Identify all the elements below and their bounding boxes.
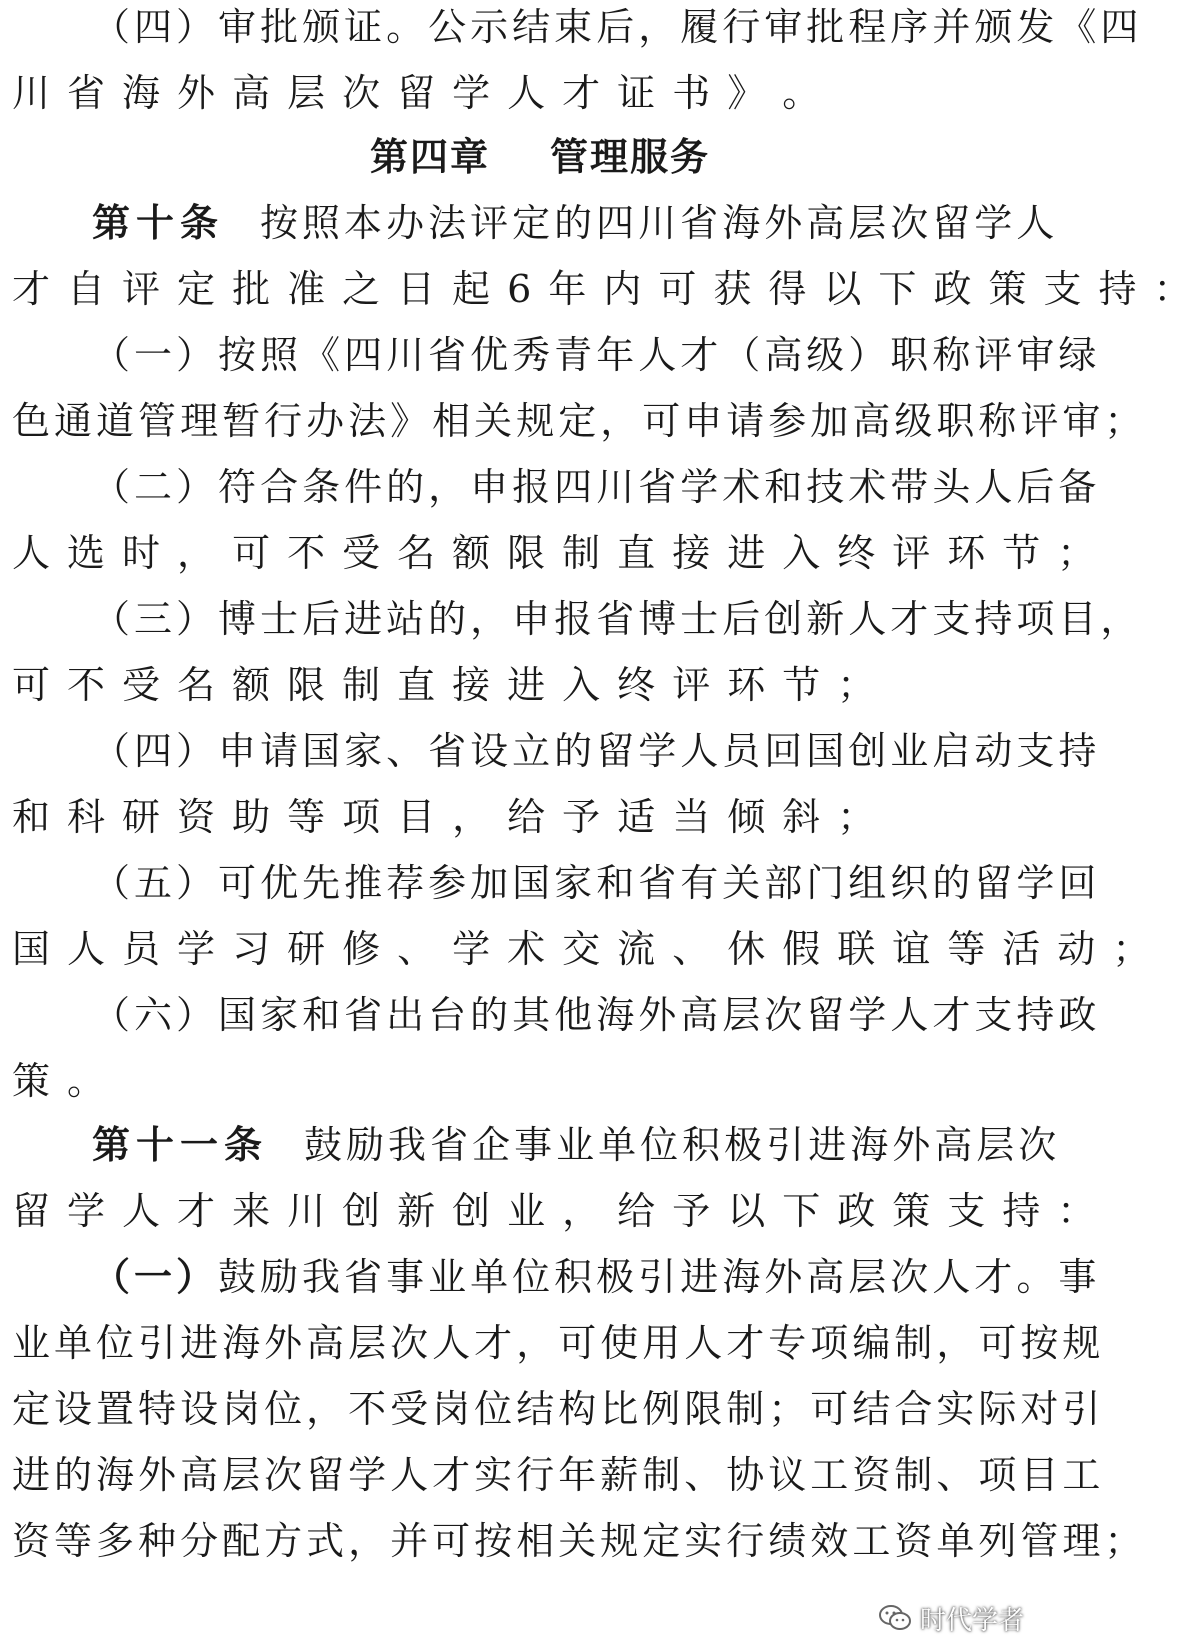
text-line: （ 五 ） 可 优 先 推 荐 参 加 国 家 和 省 有 关 部 门 组 织 的 留 学 回 [92, 861, 1101, 905]
text-line: （ 六 ） 国 家 和 省 出 台 的 其 他 海 外 高 层 次 留 学 人 才 支 持 政 [92, 993, 1101, 1037]
text-line: 第十一条 鼓 励 我 省 企 事 业 单 位 积 极 引 进 海 外 高 层 次 [92, 1123, 1061, 1167]
text-line: 人 选 时 ， 可 不 受 名 额 限 制 直 接 进 入 终 评 环 节 ； [12, 531, 1100, 575]
text-line: 留 学 人 才 来 川 创 新 创 业 ， 给 予 以 下 政 策 支 持 ： [12, 1189, 1100, 1233]
text-line: （ 四 ） 申 请 国 家 、 省 设 立 的 留 学 人 员 回 国 创 业 启 动 支 持 [92, 729, 1101, 773]
wechat-icon [878, 1603, 912, 1633]
text-line: 川 省 海 外 高 层 次 留 学 人 才 证 书 》 。 [12, 71, 825, 115]
chapter-title: 管理服务 [550, 135, 711, 179]
text-line: 第十条 按 照 本 办 法 评 定 的 四 川 省 海 外 高 层 次 留 学 人 [92, 201, 1059, 245]
text-line: 定 设 置 特 设 岗 位 ， 不 受 岗 位 结 构 比 例 限 制 ； 可 结 合 实 际 对 引 [12, 1387, 1105, 1431]
watermark-text: 时代学者 [920, 1605, 1025, 1636]
text-line: 才 自 评 定 批 准 之 日 起 6 年 内 可 获 得 以 下 政 策 支 持 ： [12, 267, 1196, 311]
text-line: （ 四 ） 审 批 颁 证 。 公 示 结 束 后 ， 履 行 审 批 程 序 并 颁 发 《 四 [92, 5, 1143, 49]
chapter-heading [0, 132, 1080, 182]
watermark [878, 1598, 1024, 1638]
text-line: 进 的 海 外 高 层 次 留 学 人 才 实 行 年 薪 制 、 协 议 工 资 制 、 项 目 工 [12, 1453, 1105, 1497]
chapter-number: 第四章 [369, 135, 490, 179]
text-line: 和 科 研 资 助 等 项 目 ， 给 予 适 当 倾 斜 ； [12, 795, 880, 839]
text-line: 业 单 位 引 进 海 外 高 层 次 人 才 ， 可 使 用 人 才 专 项 编 制 ， 可 按 规 [12, 1321, 1105, 1365]
text-line: （一） 鼓 励 我 省 事 业 单 位 积 极 引 进 海 外 高 层 次 人 才 。 事 [92, 1254, 1101, 1299]
text-line: 资 等 多 种 分 配 方 式 ， 并 可 按 相 关 规 定 实 行 绩 效 工 资 单 列 管 理 ； [12, 1519, 1147, 1563]
text-line: 国 人 员 学 习 研 修 、 学 术 交 流 、 休 假 联 谊 等 活 动 ； [12, 927, 1155, 971]
text-line: （ 一 ） 按 照 《 四 川 省 优 秀 青 年 人 才 （ 高 级 ） 职 称 评 审 绿 [92, 333, 1101, 377]
text-line: 色 通 道 管 理 暂 行 办 法 》 相 关 规 定 ， 可 申 请 参 加 高 级 职 称 评 审 ； [12, 399, 1147, 443]
text-line: 策 。 [12, 1059, 110, 1103]
text-line: 可 不 受 名 额 限 制 直 接 进 入 终 评 环 节 ； [12, 663, 880, 707]
text-line: （ 三 ） 博 士 后 进 站 的 ， 申 报 省 博 士 后 创 新 人 才 支 持 项 目 ， [92, 597, 1143, 641]
text-line: （ 二 ） 符 合 条 件 的 ， 申 报 四 川 省 学 术 和 技 术 带 头 人 后 备 [92, 465, 1101, 509]
